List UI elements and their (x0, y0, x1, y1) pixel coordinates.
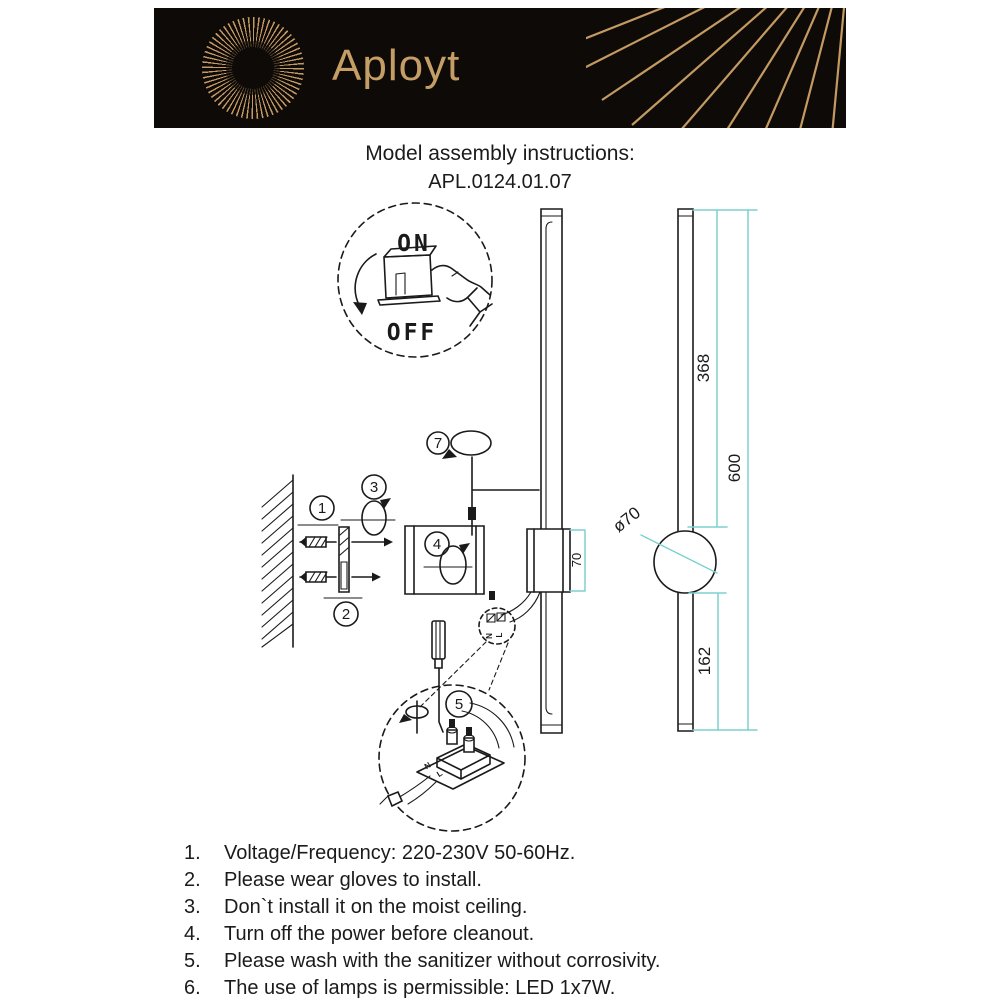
title-block (150, 140, 850, 196)
dim-70-label: 70 (569, 552, 584, 568)
svg-text:1: 1 (317, 500, 327, 517)
list-item (184, 975, 850, 1002)
item-text: Turn off the power before cleanout. (224, 923, 535, 945)
page-title: Model assembly instructions: (365, 142, 635, 165)
item-text: Please wash with the sanitizer without corrosivity. (224, 950, 661, 972)
screwdriver-icon (432, 621, 445, 732)
item-number: 1. (184, 842, 201, 864)
item-text: Please wear gloves to install. (224, 869, 482, 891)
mounting-plate (339, 527, 349, 592)
terminal-block-detail (379, 685, 525, 831)
sunburst-logo-icon (202, 17, 304, 119)
callout-7: 7 (433, 435, 443, 452)
list-item (184, 894, 850, 921)
list-item (184, 921, 850, 948)
instruction-sheet (150, 8, 850, 1002)
neutral-label: N (485, 633, 494, 639)
model-code: APL.0124.01.07 (428, 171, 572, 193)
item-text: Don`t install it on the moist ceiling. (224, 896, 528, 918)
callout-3 (341, 475, 395, 535)
rays-decoration-icon (586, 8, 846, 128)
rotate-arrow-icon (353, 254, 376, 315)
list-item (184, 867, 850, 894)
item-number: 4. (184, 923, 201, 945)
mount-width-dimension (569, 530, 585, 591)
off-label: OFF (386, 320, 438, 346)
instruction-list (184, 840, 850, 1002)
item-number: 6. (184, 977, 201, 999)
callout-5: 5 (454, 696, 464, 713)
dim-diameter-label: ø70 (609, 503, 645, 537)
item-number: 5. (184, 950, 201, 972)
item-text: Voltage/Frequency: 220-230V 50-60Hz. (224, 842, 576, 864)
wall-section (262, 475, 293, 647)
callout-1 (298, 496, 338, 525)
brand-banner (154, 8, 846, 128)
live-label: L (435, 768, 445, 779)
neutral-label: N (422, 760, 433, 772)
callout-4: 4 (432, 536, 442, 553)
callout-2 (324, 598, 362, 626)
dim-600-label: 600 (725, 453, 744, 483)
item-number: 2. (184, 869, 201, 891)
cable-hook (427, 431, 539, 535)
assembly-diagram (150, 196, 850, 836)
driver-box (405, 526, 484, 594)
on-label: ON (397, 231, 431, 257)
svg-text:2: 2 (341, 606, 351, 623)
rotate-arrow-icon (399, 701, 428, 733)
terminal-wires (380, 760, 444, 806)
item-number: 3. (184, 896, 201, 918)
live-label: L (495, 632, 504, 638)
switch-detail (338, 203, 492, 357)
list-item (184, 840, 850, 867)
dim-368-label: 368 (694, 353, 713, 383)
list-item (184, 948, 850, 975)
brand-name: Aployt (332, 41, 461, 90)
svg-text:3: 3 (369, 479, 379, 496)
item-text: The use of lamps is permissible: LED 1x7W. (224, 977, 616, 999)
dim-162-label: 162 (695, 646, 714, 676)
mount-block (527, 529, 570, 592)
